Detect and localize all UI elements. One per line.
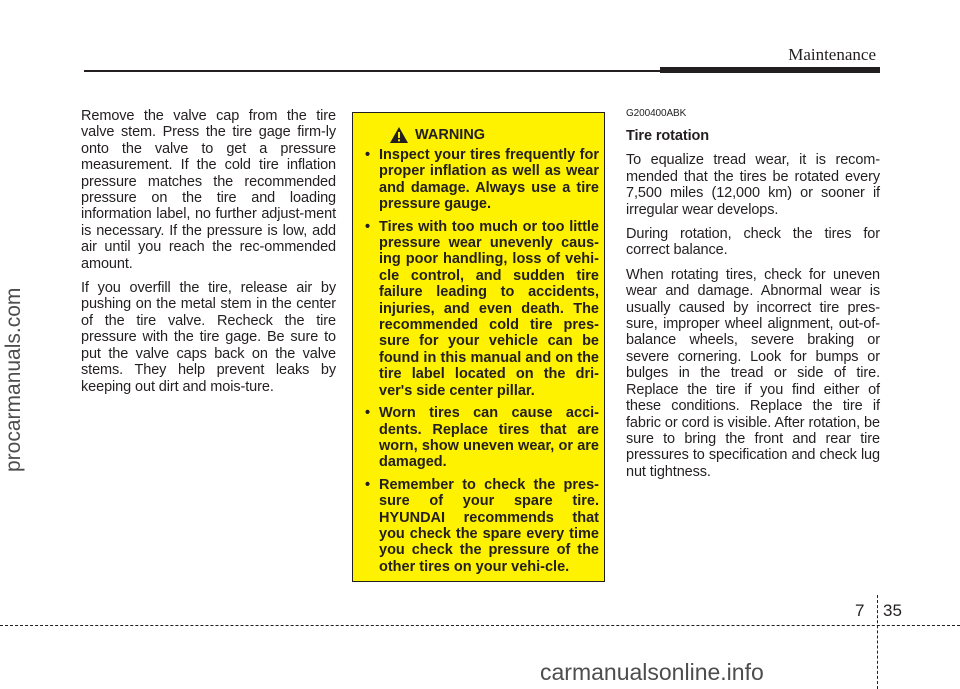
warning-item: • Remember to check the pres-sure of your spare tire. HYUNDAI recommends that you check the spare every time you check the pressure of the other tires on your vehi-cle. bbox=[365, 476, 599, 575]
warning-item: • Inspect your tires frequently for proper inflation as well as wear and damage. Always use a tire pressure gauge. bbox=[365, 147, 599, 213]
page-number: 35 bbox=[883, 601, 902, 620]
warning-title: WARNING bbox=[415, 127, 486, 143]
footer-divider bbox=[877, 595, 878, 689]
paragraph: During rotation, check the tires for correct balance. bbox=[626, 226, 880, 259]
paragraph: When rotating tires, check for uneven wear and damage. Abnormal wear is usually caused by incorrect tire pres-sure, improper wheel alignment, out-of-balance wheels, severe braking or severe cornering. Look for bumps or bulges in the tread or side of tire. Replace the tire if you find either of these conditions. Replace the tire if fabric or cord is visible. After rotation, be sure to bring the front and rear tire pressures to specification and check lug nut tightness. bbox=[626, 266, 880, 480]
warning-header bbox=[389, 125, 485, 145]
warning-box bbox=[352, 112, 605, 582]
paragraph: If you overfill the tire, release air by pushing on the metal stem in the center of the tire valve. Recheck the tire pressure with the tire gage. Be sure to put the valve caps back on the valve stems. They help prevent leaks by keeping out dirt and mois-ture. bbox=[81, 280, 336, 395]
warning-item: • Tires with too much or too little pressure wear unevenly caus-ing poor handling, loss of vehi-cle control, and sudden tire failure leading to accidents, injuries, and even death. The recommended cold tire pres-sure for your vehicle can be found in this manual and on the tire label located on the dri-ver's side center pillar. bbox=[365, 218, 599, 399]
warning-list bbox=[363, 147, 599, 581]
footer-rule bbox=[0, 625, 960, 626]
chapter-number: 7 bbox=[855, 601, 865, 620]
right-column bbox=[626, 108, 880, 488]
section-code: G200400ABK bbox=[626, 108, 687, 119]
paragraph: To equalize tread wear, it is recom-mended that the tires be rotated every 7,500 miles (12,000 km) or sooner if irregular wear develops. bbox=[626, 152, 880, 218]
warning-item: • Worn tires can cause acci-dents. Replace tires that are worn, show uneven wear, or are damaged. bbox=[365, 405, 599, 471]
left-column bbox=[81, 108, 336, 403]
bottom-watermark: carmanualsonline.info bbox=[540, 659, 764, 685]
section-heading: Tire rotation bbox=[626, 128, 710, 144]
page-section-title: Maintenance bbox=[788, 45, 876, 64]
side-watermark: procarmanuals.com bbox=[2, 287, 25, 472]
paragraph: Remove the valve cap from the tire valve stem. Press the tire gage firm-ly onto the valve to get a pressure measurement. If the cold tire inflation pressure matches the recommended pressure on the tire and loading information label, no further adjust-ment is necessary. If the pressure is low, add air until you reach the rec-ommended amount. bbox=[81, 108, 336, 272]
header-rule-accent bbox=[660, 67, 880, 73]
warning-triangle-icon bbox=[389, 126, 409, 144]
